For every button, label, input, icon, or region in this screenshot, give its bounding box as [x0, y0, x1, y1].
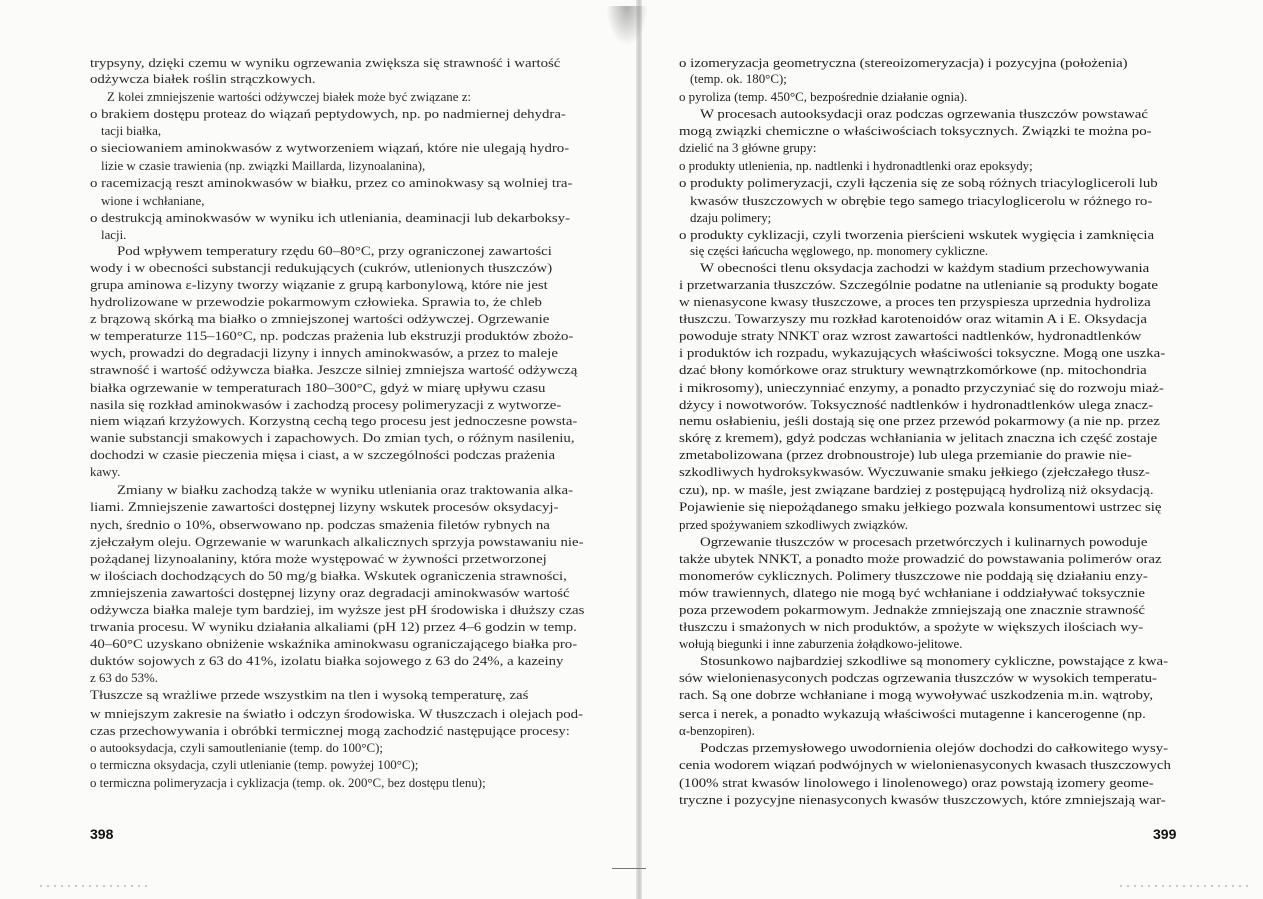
text-line: W obecności tlenu oksydacja zachodzi w każdym stadium przechowywania — [700, 261, 1150, 275]
text-line: Ogrzewanie tłuszczów w procesach przetwórczych i kulinarnych powoduje — [700, 535, 1148, 549]
text-line: z 63 do 53%. — [90, 671, 159, 685]
text-line: o brakiem dostępu proteaz do wiązań peptydowych, np. po nadmiernej dehydra- — [90, 107, 566, 121]
text-line: cenia wodorem wiązań podwójnych w wielonienasyconych kwasach tłuszczowych — [679, 758, 1171, 772]
text-line: dzać błony komórkowe oraz struktury wewnątrzkomórkowe (np. mitochondria — [679, 363, 1147, 377]
page-edge-dots — [40, 885, 150, 887]
text-line: grupa aminowa ε-lizyny tworzy wiązanie z grupą karbonylową, które nie jest — [90, 278, 548, 292]
text-line: α-benzopiren). — [679, 724, 755, 738]
text-line: tłuszczu i smażonych w nich produktów, a spożyte w większych ilościach wy- — [679, 620, 1144, 634]
text-line: hydrolizowane w przewodzie pokarmowym człowieka. Sprawia to, że chleb — [90, 295, 542, 309]
text-line: wody i w obecności substancji redukujących (cukrów, utlenionych tłuszczów) — [90, 261, 553, 275]
text-line: (temp. ok. 180°C); — [690, 72, 787, 86]
text-line: o autooksydacja, czyli samoutlenianie (temp. do 100°C); — [90, 741, 383, 755]
text-line: o sieciowaniem aminokwasów z wytworzeniem wiązań, które nie ulegają hydro- — [90, 141, 570, 155]
text-line: dżycy i nowotworów. Toksyczność nadtlenków i hydronadtlenków ulega znacz- — [679, 398, 1154, 412]
text-line: wych, prowadzi do degradacji lizyny i innych aminokwasów, a przez to maleje — [90, 346, 558, 360]
page-edge-dots — [1120, 885, 1250, 887]
text-line: nemu osłabieniu, jeśli dostają się one przez przewód pokarmowy (a nie np. przez — [679, 414, 1160, 428]
text-line: Stosunkowo najbardziej szkodliwe są monomery cykliczne, powstające z kwa- — [700, 654, 1169, 668]
text-line: Z kolei zmniejszenie wartości odżywczej białek może być związane z: — [107, 90, 471, 104]
text-line: nasila się rozkład aminokwasów i zachodzą procesy polimeryzacji z wytworze- — [90, 398, 562, 412]
text-line: mogą związki chemiczne o właściwościach toksycznych. Związki te można po- — [679, 124, 1152, 138]
text-line: zjełczałym oleju. Ogrzewanie w warunkach alkalicznych sprzyja powstawaniu nie- — [90, 535, 584, 549]
text-line: niem wiązań krzyżowych. Korzystną cechą tego procesu jest jednoczesne powsta- — [90, 414, 578, 428]
text-line: o destrukcją aminokwasów w wyniku ich utleniania, deaminacji lub dekarboksy- — [90, 211, 571, 225]
text-line: o termiczna polimeryzacja i cyklizacja (temp. ok. 200°C, bez dostępu tlenu); — [90, 776, 486, 790]
text-line: rach. Są one dobrze wchłaniane i mogą wywoływać uszkodzenia m.in. wątroby, — [679, 688, 1154, 702]
text-line: o racemizacją reszt aminokwasów w białku, przez co aminokwasy są wolniej tra- — [90, 176, 573, 190]
text-line: lacji. — [101, 228, 127, 242]
text-line: pożądanej lizynoalaniny, która może występować w żywności przetworzonej — [90, 552, 547, 566]
text-line: w mniejszym zakresie na światło i odczyn środowiska. W tłuszczach i olejach pod- — [90, 707, 584, 721]
text-line: wione i wchłaniane, — [101, 194, 205, 208]
text-line: zmniejszenia zawartości dostępnej lizyny oraz degradacji aminokwasów wartość — [90, 586, 570, 600]
text-line: i produktów ich rozpadu, wykazujących właściwości toksyczne. Mogą one uszka- — [679, 346, 1166, 360]
right-page — [642, 0, 1263, 899]
text-line: odżywcza białka maleje tym bardziej, im wyższe jest pH środowiska i dłuższy czas — [90, 603, 585, 617]
text-line: serca i nerek, a ponadto wykazują właściwości mutagenne i kancerogenne (np. — [679, 707, 1146, 721]
text-line: o produkty utlenienia, np. nadtlenki i hydronadtlenki oraz epoksydy; — [679, 159, 1033, 173]
text-line: tacji białka, — [101, 124, 162, 138]
text-line: czas przechowywania i obróbki termicznej mogą zachodzić następujące procesy: — [90, 724, 570, 738]
text-line: białka ogrzewanie w temperaturach 180–300°C, gdyż w miarę upływu czasu — [90, 381, 546, 395]
text-line: kwasów tłuszczowych w obrębie tego samego triacyloglicerolu w różnego ro- — [690, 194, 1153, 208]
page-number: 398 — [90, 826, 114, 842]
text-line: czu), np. w maśle, jest związane bardziej z postępującą hydrolizą niż oksydacją. — [679, 483, 1154, 497]
text-line: 40–60°C uzyskano obniżenie wskaźnika aminokwasu ograniczającego białka pro- — [90, 637, 578, 651]
text-line: dochodzi w czasie pieczenia mięsa i ciast, a w szczególności podczas prażenia — [90, 448, 556, 462]
text-line: się części łańcucha węglowego, np. monomery cykliczne. — [690, 244, 989, 258]
text-line: także ubytek NNKT, a ponadto może prowadzić do powstawania polimerów oraz — [679, 552, 1162, 566]
text-line: tryczne i pozycyjne nienasyconych kwasów tłuszczowych, które zmniejszają war- — [679, 793, 1166, 807]
text-line: o termiczna oksydacja, czyli utlenianie (temp. powyżej 100°C); — [90, 758, 419, 772]
text-line: o pyroliza (temp. 450°C, bezpośrednie działanie ognia). — [679, 90, 968, 104]
text-line: trypsyny, dzięki czemu w wyniku ogrzewania zwiększa się strawność i wartość — [90, 56, 561, 70]
text-line: Zmiany w białku zachodzą także w wyniku utleniania oraz traktowania alka- — [117, 483, 574, 497]
text-line: z brązową skórką ma białko o zmniejszonej wartości odżywczej. Ogrzewanie — [90, 312, 550, 326]
text-line: odżywcza białek roślin strączkowych. — [90, 72, 316, 86]
text-line: (100% strat kwasów linolowego i linolenowego) oraz powstają izomery geome- — [679, 776, 1154, 790]
text-line: Pod wpływem temperatury rzędu 60–80°C, przy ograniczonej zawartości — [117, 244, 552, 258]
text-line: o produkty polimeryzacji, czyli łączenia się ze sobą różnych triacylogliceroli lub — [679, 176, 1158, 190]
text-line: Tłuszcze są wrażliwe przede wszystkim na tlen i wysoką temperaturę, zaś — [90, 688, 529, 702]
page-number: 399 — [1153, 826, 1177, 842]
text-line: poza przewodem pokarmowym. Jednakże zmniejszają one znacznie strawność — [679, 603, 1145, 617]
text-line: o produkty cyklizacji, czyli tworzenia pierścieni wskutek wygięcia i zamknięcia — [679, 228, 1155, 242]
text-line: wanie substancji smakowych i zapachowych. Do zmian tych, o różnym nasileniu, — [90, 431, 575, 445]
text-line: trwania procesu. W wyniku działania alkaliami (pH 12) przez 4–6 godzin w temp. — [90, 620, 577, 634]
text-line: W procesach autooksydacji oraz podczas ogrzewania tłuszczów powstawać — [700, 107, 1148, 121]
text-line: Podczas przemysłowego uwodornienia olejów dochodzi do całkowitego wysy- — [700, 741, 1169, 755]
text-line: kawy. — [90, 465, 121, 479]
text-line: strawność i wartość odżywcza białka. Jeszcze silniej zmniejsza wartość odżywczą — [90, 363, 578, 377]
text-line: skórę z kremem), gdyż podczas wchłaniania w jelitach znaczna ich część zostaje — [679, 431, 1158, 445]
text-line: zmetabolizowana (przez drobnoustroje) lub ulega przemianie do prawie nie- — [679, 448, 1132, 462]
text-line: w ilościach dochodzących do 50 mg/g białka. Wskutek ograniczenia strawności, — [90, 569, 567, 583]
text-line: i przetwarzania tłuszczów. Szczególnie podatne na utlenianie są produkty bogate — [679, 278, 1158, 292]
text-line: powoduje straty NNKT oraz wzrost zawartości nadtlenków, hydronadtlenków — [679, 329, 1142, 343]
text-line: duktów sojowych z 63 do 41%, izolatu białka sojowego z 63 do 24%, a kazeiny — [90, 654, 564, 668]
text-line: w temperaturze 115–160°C, np. podczas prażenia lub ekstruzji produktów zbożo- — [90, 329, 574, 343]
text-line: tłuszczu. Towarzyszy mu rozkład karotenoidów oraz witamin A i E. Oksydacja — [679, 312, 1147, 326]
text-line: w nienasycone kwasy tłuszczowe, a proces ten przyspiesza uprzednia hydroliza — [679, 295, 1151, 309]
text-line: lizie w czasie trawienia (np. związki Maillarda, lizynoalanina), — [101, 159, 426, 173]
text-line: mów trawiennych, dlatego nie mogą być wchłaniane i oddziaływać toksycznie — [679, 586, 1145, 600]
text-line: sów wielonienasyconych podczas ogrzewania tłuszczów w wysokich temperatu- — [679, 671, 1157, 685]
text-line: wołują biegunki i inne zaburzenia żołądkowo-jelitowe. — [679, 637, 963, 651]
text-line: o izomeryzacja geometryczna (stereoizomeryzacja) i pozycyjna (położenia) — [679, 56, 1128, 70]
text-line: Pojawienie się niepożądanego smaku jełkiego pozwala konsumentowi ustrzec się — [679, 500, 1162, 514]
text-line: przed spożywaniem szkodliwych związków. — [679, 518, 908, 532]
text-line: szkodliwych hydroksykwasów. Wyczuwanie smaku jełkiego (zjełczałego tłusz- — [679, 465, 1150, 479]
text-line: nych, średnio o 10%, obserwowano np. podczas smażenia filetów rybnych na — [90, 518, 550, 532]
text-line: i mikrosomy), unieczynniać enzymy, a ponadto przyczyniać się do rozwoju miaż- — [679, 381, 1164, 395]
text-line: monomerów cyklicznych. Polimery tłuszczowe nie poddają się działaniu enzy- — [679, 569, 1148, 583]
text-line: dzielić na 3 główne grupy: — [679, 141, 817, 155]
text-line: dzaju polimery; — [690, 211, 772, 225]
text-line: liami. Zmniejszenie zawartości dostępnej lizyny wskutek procesów oksydacyj- — [90, 500, 559, 514]
